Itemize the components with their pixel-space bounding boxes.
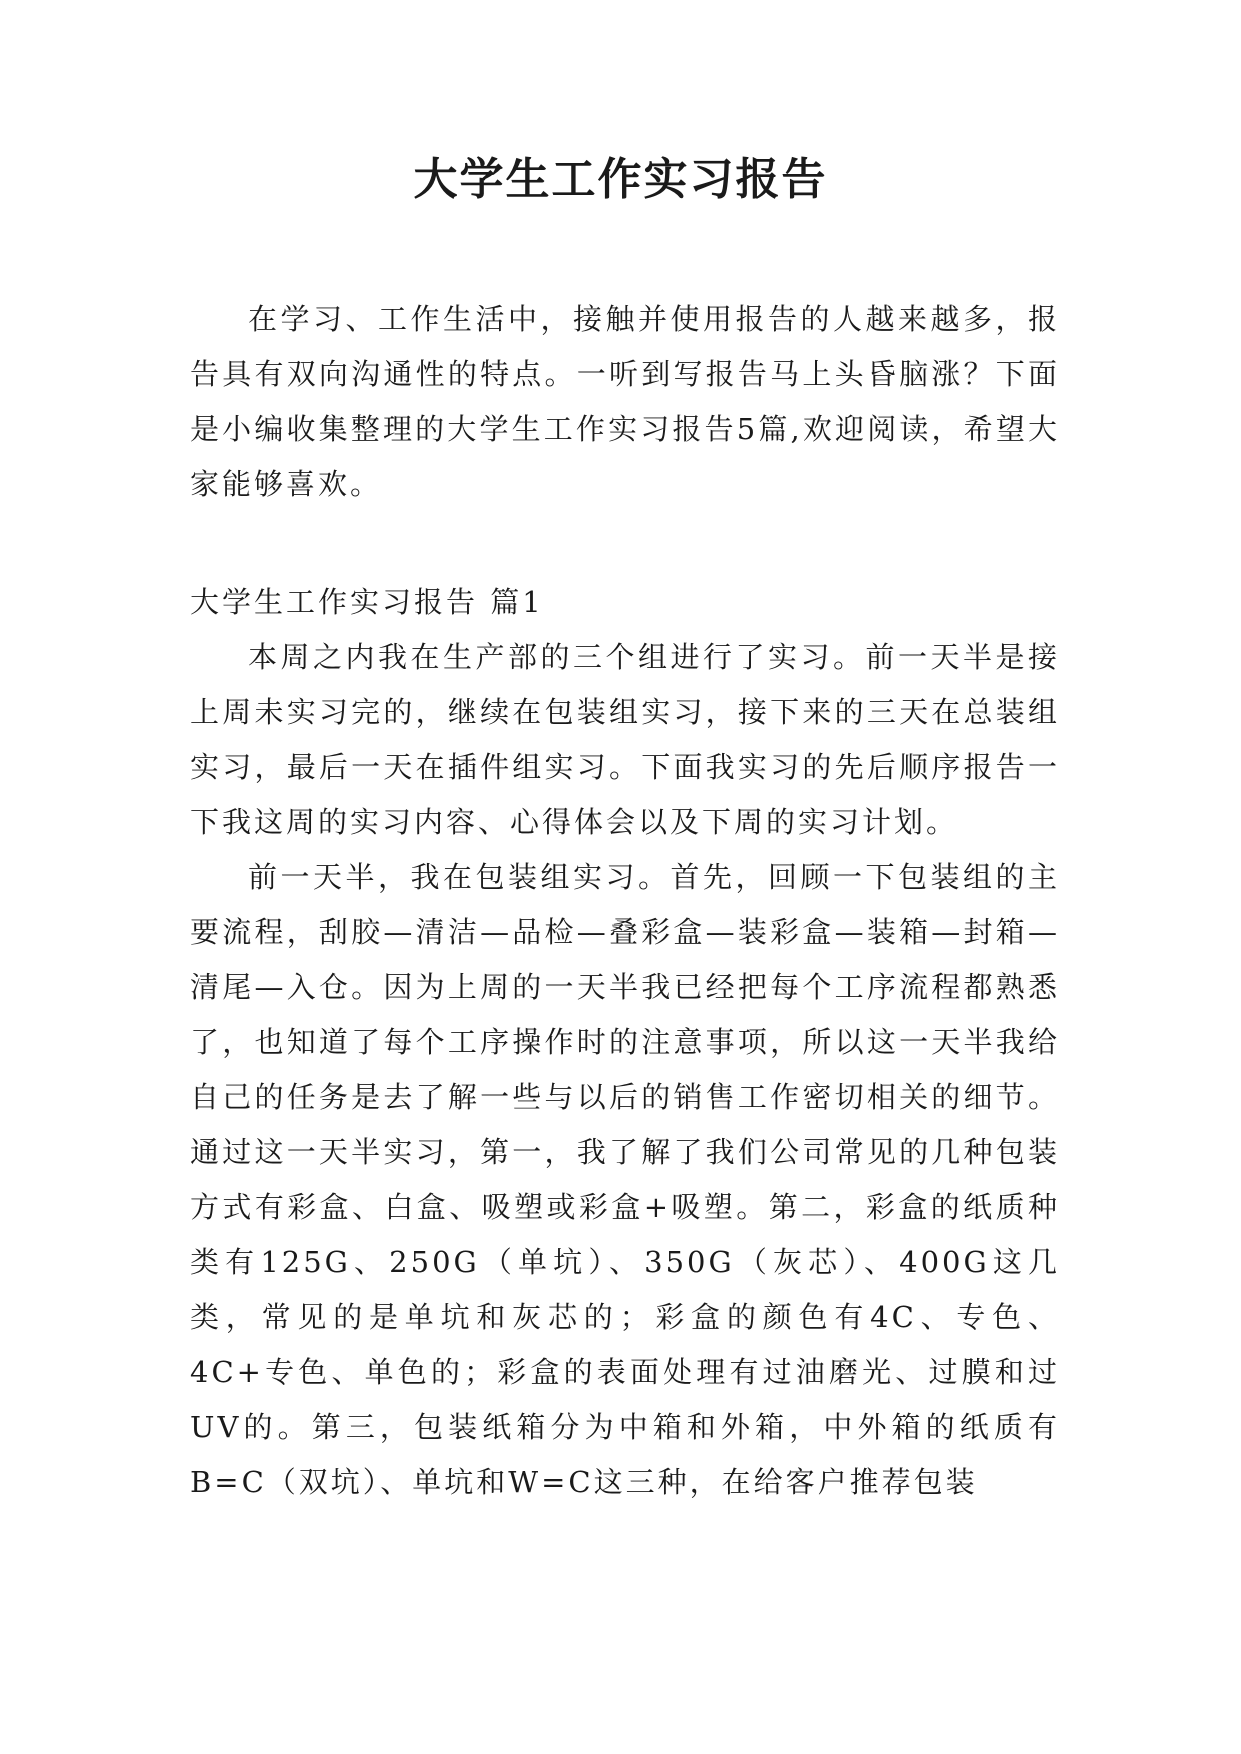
section-heading: 大学生工作实习报告 篇1	[190, 585, 544, 619]
document-title: 大学生工作实习报告	[413, 154, 828, 205]
intro-block	[190, 292, 1060, 512]
section-1	[190, 575, 1060, 1510]
body-paragraph: 本周之内我在生产部的三个组进行了实习。前一天半是接上周未实习完的，继续在包装组实习，接下来的三天在总装组实习，最后一天在插件组实习。下面我实习的先后顺序报告一下我这周的实习内容、心得体会以及下周的实习计划。	[190, 640, 1060, 839]
body-paragraph: 前一天半，我在包装组实习。首先，回顾一下包装组的主要流程，刮胶—清洁—品检—叠彩盒—装彩盒—装箱—封箱—清尾—入仓。因为上周的一天半我已经把每个工序流程都熟悉了，也知道了每个工序操作时的注意事项，所以这一天半我给自己的任务是去了解一些与以后的销售工作密切相关的细节。通过这一天半实习，第一，我了解了我们公司常见的几种包装方式有彩盒、白盒、吸塑或彩盒+吸塑。第二，彩盒的纸质种类有125G、250G（单坑）、350G（灰芯）、400G这几类，常见的是单坑和灰芯的；彩盒的颜色有4C、专色、4C+专色、单色的；彩盒的表面处理有过油磨光、过膜和过UV的。第三，包装纸箱分为中箱和外箱，中外箱的纸质有B=C（双坑）、单坑和W=C这三种，在给客户推荐包装	[190, 860, 1060, 1499]
intro-paragraph: 在学习、工作生活中，接触并使用报告的人越来越多，报告具有双向沟通性的特点。一听到写报告马上头昏脑涨？下面是小编收集整理的大学生工作实习报告5篇,欢迎阅读，希望大家能够喜欢。	[190, 302, 1060, 501]
